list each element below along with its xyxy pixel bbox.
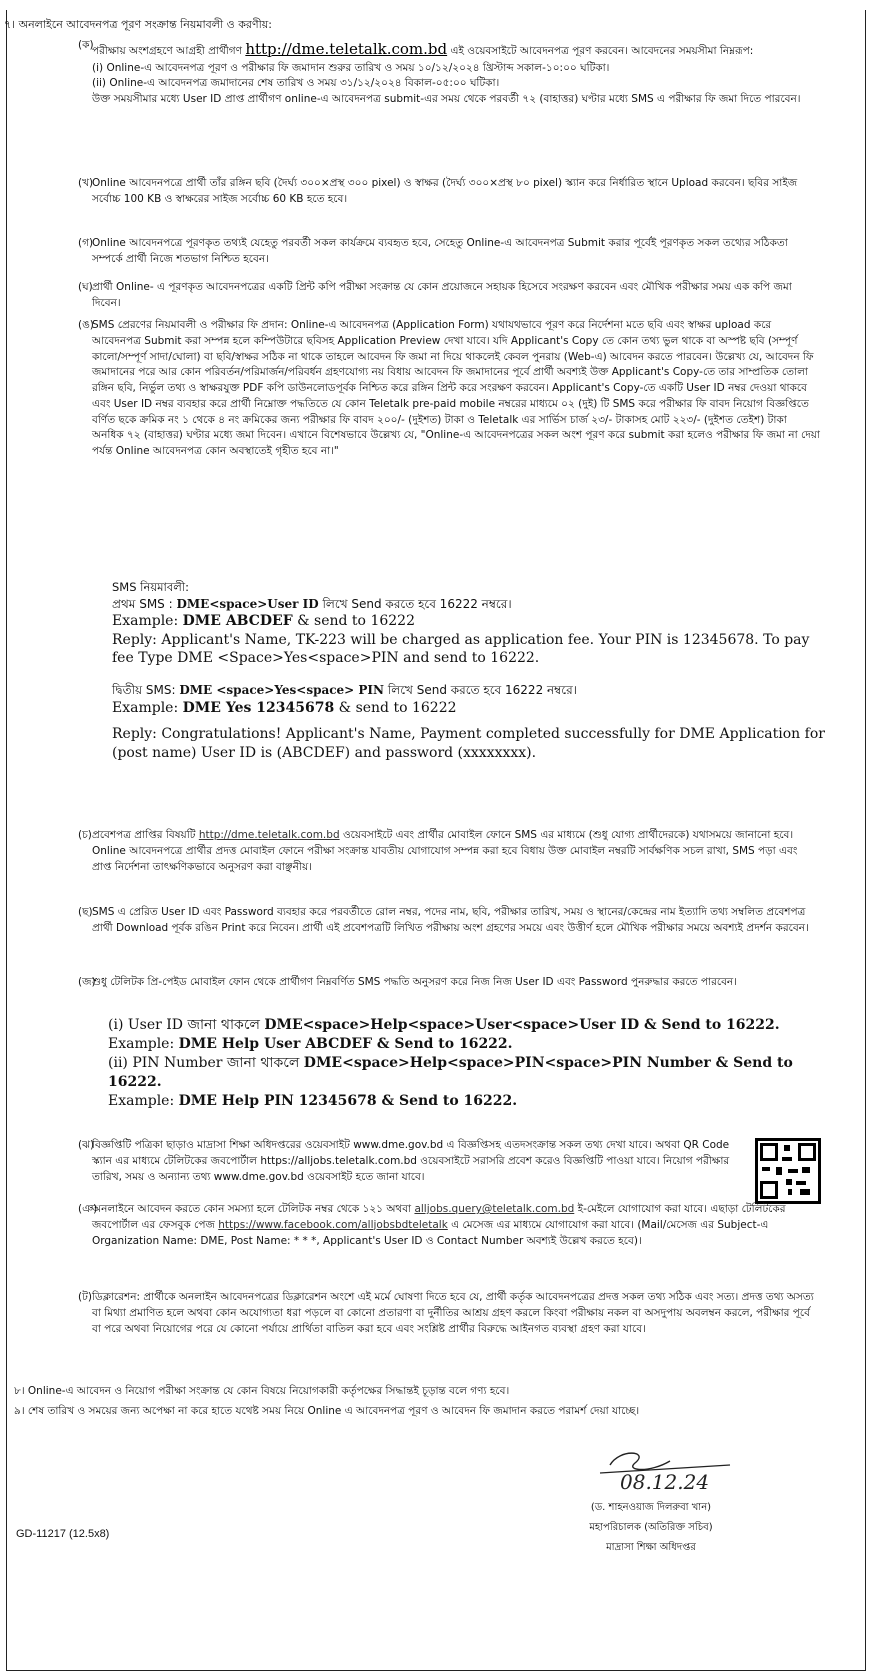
recover-label: (ii) PIN Number জানা থাকলে bbox=[108, 1054, 300, 1071]
recovery-commands bbox=[108, 1016, 828, 1110]
item-text: এ মেসেজ এর মাধ্যমে যোগাযোগ করা যাবে। (Mail/মেসেজ এর Subject-এ Organization Name: DME, Post Name: * * *, Applicant's User ID ও Contact Number অবশ্যই উল্লেখ করতে হবে)। bbox=[92, 1218, 769, 1247]
qr-code[interactable] bbox=[755, 1138, 821, 1204]
item-text: ওয়েবসাইটে এবং প্রার্থীর মোবাইল ফোনে SMS এর মাধ্যমে (শুধু যোগ্য প্রার্থীদেরকে) যথাসময়ে জানানো হবে। Online আবেদনপত্রে প্রার্থীর প্রদত্ত মোবাইল ফোনে পরীক্ষা সংক্রান্ত যাবতীয় যোগাযোগ সম্পন্ন করা হবে বিধায় উক্ত মোবাইল নম্বরটি সার্বক্ষণিক সচল রাখা, SMS পড়া এবং প্রাপ্ত নির্দেশনা তাৎক্ষণিকভাবে অনুসরণ করা বাঞ্ছনীয়। bbox=[92, 829, 798, 873]
item-label: (গ) bbox=[78, 237, 94, 249]
item-text: Online আবেদনপত্রে পূরণকৃত তথ্যই যেহেতু পরবর্তী সকল কার্যক্রমে ব্যবহৃত হবে, সেহেতু Online-এ আবেদনপত্র Submit করার পূর্বেই পূরণকৃত সকল তথ্যের সঠিকতা সম্পর্কে প্রার্থী নিজে শতভাগ নিশ্চিত হবেন। bbox=[92, 237, 788, 265]
item-chha bbox=[78, 905, 820, 937]
example-suffix: & send to 16222 bbox=[297, 612, 415, 629]
item-label: (ঞ) bbox=[78, 1203, 98, 1215]
item-text: Online আবেদনপত্রে প্রার্থী তাঁর রঙ্গিন ছবি (দৈর্ঘ্য ৩০০×প্রস্থ ৩০০ pixel) ও স্বাক্ষর (দৈর্ঘ্য ৩০০×প্রস্থ ৮০ pixel) স্ক্যান করে নির্ধারিত স্থানে Upload করবেন। ছবির সাইজ সর্বোচ্চ 100 KB ও স্বাক্ষরের সাইজ সর্বোচ্চ 60 KB হতে হবে। bbox=[92, 177, 798, 205]
item-ta bbox=[78, 1290, 820, 1337]
item-label: (ক) bbox=[78, 39, 94, 51]
publication-code: GD-11217 (12.5x8) bbox=[16, 1528, 110, 1540]
sms-second-label: দ্বিতীয় SMS: bbox=[112, 683, 176, 698]
example-command: DME ABCDEF bbox=[182, 612, 293, 629]
sms-reply: Reply: Applicant's Name, TK-223 will be charged as application fee. Your PIN is 12345678. To pay fee Type DME <Space>Yes<space>PIN and send to 16222. bbox=[112, 631, 810, 667]
recover-command: DME<space>Help<space>User<space>User ID & Send to 16222. bbox=[264, 1017, 780, 1033]
website-link[interactable]: http://dme.teletalk.com.bd bbox=[245, 40, 448, 58]
item-label: (ঝ) bbox=[78, 1139, 95, 1151]
sms-heading: SMS নিয়মাবলী: bbox=[112, 580, 189, 594]
website-link[interactable]: http://dme.teletalk.com.bd bbox=[198, 829, 340, 841]
item-label: (ট) bbox=[78, 1291, 92, 1303]
example-command: DME Help PIN 12345678 & Send to 16222. bbox=[178, 1092, 518, 1109]
item-gha bbox=[78, 280, 820, 312]
item-text: ই-মেইলে যোগাযোগ করা যাবে। এছাড়া টেলিটকের জবপোর্টাল এর ফেসবুক পেজ bbox=[92, 1203, 786, 1231]
item-label: (খ) bbox=[78, 177, 94, 189]
item-nya bbox=[78, 1202, 820, 1249]
item-ja bbox=[78, 975, 820, 991]
item-text: এই ওয়েবসাইটে আবেদনপত্র পূরণ করবেন। আবেদনের সময়সীমা নিম্নরূপ: bbox=[450, 45, 754, 57]
item-text: (i) Online-এ আবেদনপত্র পূরণ ও পরীক্ষার ফি জমাদান শুরুর তারিখ ও সময় ১০/১২/২০২৪ খ্রিস্টাব্দ সকাল-১০:০০ ঘটিকা। bbox=[92, 61, 610, 74]
item-text: প্রবেশপত্র প্রাপ্তির বিষয়টি bbox=[92, 829, 196, 841]
item-ka bbox=[78, 38, 820, 108]
item-text: SMS প্রেরণের নিয়মাবলী ও পরীক্ষার ফি প্রদান: Online-এ আবেদনপত্র (Application Form) যথাযথভাবে পূরণ করে নির্দেশনা মতে ছবি এবং স্বাক্ষর upload করে আবেদনপত্র Submit করা সম্পন্ন হলে কম্পিউটারে ছবিসহ Application Preview দেখা যাবে। যদি Applicant's Copy তে কোন তথ্য ভুল থাকে বা অস্পষ্ট ছবি (সম্পূর্ণ কালো/সম্পূর্ণ সাদা/ঘোলা) বা ছবি/স্বাক্ষর সঠিক না থাকে তাহলে আবেদন ফি জমা না দিয়ে থাকলেই কেবল পুনরায় (Web-এ) আবেদন করতে পারবেন। উল্লেখ্য যে, আবেদন ফি জমাদানের পরে আর কোন পরিবর্তন/পরিমার্জন/পরিবর্ধন গ্রহণযোগ্য নয় বিধায় আবেদন ফি জমাদানের পূর্বে প্রার্থী অবশ্যই উক্ত Applicant's Copy-তে তার সাম্প্রতিক তোলা রঙ্গিন ছবি, নির্ভুল তথ্য ও স্বাক্ষরযুক্ত PDF কপি ডাউনলোডপূর্বক নিশ্চিত করে রঙ্গিন প্রিন্ট করে সংরক্ষণ করবেন। Applicant's Copy-তে একটি User ID নম্বর দেওয়া থাকবে এবং User ID নম্বর ব্যবহার করে প্রার্থী নিম্নোক্ত পদ্ধতিতে যে কোন Teletalk pre-paid mobile নম্বরের মাধ্যমে ০২ (দুই) টি SMS করে পরীক্ষার ফি বাবদ নিয়োগ বিজ্ঞপ্তিতে বর্ণিত ছকে ক্রমিক নং ১ থেকে ৪ নং ক্রমিকের জন্য পরীক্ষার ফি বাবদ ২০০/- (দুইশত) টাকা ও Teletalk এর সার্ভিস চার্জ ২৩/- টাকাসহ মোট ২২৩/- (দুইশত তেইশ) টাকা অনধিক ৭২ (বাহাত্তর) ঘণ্টার মধ্যে জমা দিবেন। এখানে বিশেষভাবে উল্লেখ্য যে, "Online-এ আবেদনপত্রের সকল অংশ পূরণ করে submit করা হলেও পরীক্ষার ফি জমা না দেয়া পর্যন্ত Online আবেদনপত্র কোন অবস্থাতেই গৃহীত হবে না।" bbox=[92, 319, 820, 457]
signature-image bbox=[580, 1443, 750, 1498]
item-text: SMS এ প্রেরিত User ID এবং Password ব্যবহার করে পরবর্তীতে রোল নম্বর, পদের নাম, ছবি, পরীক্ষার তারিখ, সময় ও স্থানের/কেন্দ্রের নাম ইত্যাদি তথ্য সম্বলিত প্রবেশপত্র প্রার্থী Download পূর্বক রঙিন Print করে নিবেন। প্রার্থী এই প্রবেশপত্রটি লিখিত পরীক্ষায় অংশ গ্রহণের সময়ে এবং উত্তীর্ণ হলে মৌখিক পরীক্ষার সময়ে অবশ্যই প্রদর্শন করবেন। bbox=[92, 906, 809, 934]
example-label: Example: bbox=[108, 1092, 175, 1109]
signer-office: মাদ্রাসা শিক্ষা অধিদপ্তর bbox=[606, 1542, 696, 1553]
item-text: পরীক্ষায় অংশগ্রহণে আগ্রহী প্রার্থীগণ bbox=[92, 45, 242, 57]
example-label: Example: bbox=[112, 612, 179, 629]
example-command: DME Yes 12345678 bbox=[182, 699, 335, 716]
example-suffix: & send to 16222 bbox=[338, 699, 457, 716]
signature-date: 08.12.24 bbox=[620, 1470, 710, 1494]
item-ga bbox=[78, 236, 820, 268]
sms-second-command: DME <space>Yes<space> PIN bbox=[179, 683, 385, 698]
item-cha bbox=[78, 828, 820, 875]
sms-second-note: লিখে Send করতে হবে 16222 নম্বরে। bbox=[387, 683, 577, 698]
item-label: (ঙ) bbox=[78, 319, 94, 331]
item-text: ডিক্লারেশন: প্রার্থীকে অনলাইন আবেদনপত্রের ডিক্লারেশন অংশে এই মর্মে ঘোষণা দিতে হবে যে, প্রার্থী কর্তৃক আবেদনপত্রের প্রদত্ত সকল তথ্য সঠিক এবং সত্য। প্রদত্ত তথ্য অসত্য বা মিথ্যা প্রমাণিত হলে অথবা কোন অযোগ্যতা ধরা পড়লে বা কোনো প্রতারণা বা দুর্নীতির আশ্রয় গ্রহণ করলে কিংবা পরীক্ষায় নকল বা অসদুপায় অবলম্বন করলে, পরীক্ষার পূর্বে বা পরে অথবা নিয়োগের পরে যে কোনো পর্যায়ে প্রার্থিতা বাতিল করা হবে এবং সংশ্লিষ্ট প্রার্থীর বিরুদ্ধে আইনগত ব্যবস্থা গ্রহণ করা যাবে। bbox=[92, 1291, 814, 1335]
facebook-link[interactable]: https://www.facebook.com/alljobsbdteletalk bbox=[218, 1218, 448, 1231]
item-uma bbox=[78, 318, 820, 460]
signer-name: (ড. শাহনওয়াজ দিলরুবা খান) bbox=[590, 1502, 712, 1513]
item-text: প্রার্থী Online- এ পূরণকৃত আবেদনপত্রের একটি প্রিন্ট কপি পরীক্ষা সংক্রান্ত যে কোন প্রয়োজনে সহায়ক হিসেবে সংরক্ষণ করবেন এবং মৌখিক পরীক্ষার সময় এক কপি জমা দিবেন। bbox=[92, 281, 792, 309]
signer-designation: মহাপরিচালক (অতিরিক্ত সচিব) bbox=[589, 1522, 713, 1533]
item-text: উক্ত সময়সীমার মধ্যে User ID প্রাপ্ত প্রার্থীগণ online-এ আবেদনপত্র submit-এর সময় থেকে পরবর্তী ৭২ (বাহাত্তর) ঘণ্টার মধ্যে SMS এ পরীক্ষার ফি জমা দিতে পারবেন। bbox=[92, 93, 801, 105]
sms-first-command: DME<space>User ID bbox=[176, 596, 319, 611]
item-text: অনলাইনে আবেদন করতে কোন সমস্যা হলে টেলিটক নম্বর থেকে ১২১ অথবা bbox=[92, 1203, 412, 1215]
example-command: DME Help User ABCDEF & Send to 16222. bbox=[178, 1035, 513, 1052]
clause-9: ৯। শেষ তারিখ ও সময়ের জন্য অপেক্ষা না করে হাতে যথেষ্ট সময় নিয়ে Online এ আবেদনপত্র পূরণ ও আবেদন ফি জমাদান করতে পরামর্শ দেয়া যাচ্ছে। bbox=[14, 1405, 640, 1417]
example-label: Example: bbox=[108, 1035, 175, 1052]
item-label: (ছ) bbox=[78, 906, 93, 918]
item-text: (ii) Online-এ আবেদনপত্র জমাদানের শেষ তারিখ ও সময় ৩১/১২/২০২৪ বিকাল-০৫:০০ ঘটিকা। bbox=[92, 77, 500, 90]
section-heading: ৭। অনলাইনে আবেদনপত্র পূরণ সংক্রান্ত নিয়মাবলী ও করণীয়: bbox=[4, 18, 272, 31]
item-label: (চ) bbox=[78, 829, 92, 841]
item-text: বিজ্ঞপ্তিটি পত্রিকা ছাড়াও মাদ্রাসা শিক্ষা অধিদপ্তরের ওয়েবসাইট www.dme.gov.bd এ বিজ্ঞপ্তিসহ এতদসংক্রান্ত সকল তথ্য দেখা যাবে। অথবা QR Code স্ক্যান এর মাধ্যমে টেলিটকের জবপোর্টাল https://alljobs.teletalk.com.bd ওয়েবসাইটে সরাসরি প্রবেশ করেও বিজ্ঞপ্তিটি পাওয়া যাবে। নিয়োগ পরীক্ষার তারিখ, সময় ও অন্যান্য তথ্য www.dme.gov.bd ওয়েবসাইট হতে জানা যাবে। bbox=[92, 1139, 730, 1183]
recover-label: (i) User ID জানা থাকলে bbox=[108, 1017, 260, 1033]
sms-first-label: প্রথম SMS : bbox=[112, 596, 173, 611]
sms-first-note: লিখে Send করতে হবে 16222 নম্বরে। bbox=[322, 596, 512, 611]
item-kha bbox=[78, 176, 820, 208]
clause-8: ৮। Online-এ আবেদন ও নিয়োগ পরীক্ষা সংক্রান্ত যে কোন বিষয়ে নিয়োগকারী কর্তৃপক্ষের সিদ্ধান্তই চূড়ান্ত বলে গণ্য হবে। bbox=[14, 1385, 510, 1397]
example-label: Example: bbox=[112, 699, 179, 716]
recover-command: DME<space>Help<space>PIN<space>PIN Number & Send to 16222. bbox=[108, 1054, 793, 1090]
sms-rules bbox=[112, 580, 832, 763]
item-text: শুধু টেলিটক প্রি-পেইড মোবাইল ফোন থেকে প্রার্থীগণ নিম্নবর্ণিত SMS পদ্ধতি অনুসরণ করে নিজ নিজ User ID এবং Password পুনরুদ্ধার করতে পারবেন। bbox=[92, 976, 737, 988]
sms-reply: Reply: Congratulations! Applicant's Name, Payment completed successfully for DME Application for (post name) User ID is (ABCDEF) and password (xxxxxxxx). bbox=[112, 726, 825, 762]
item-label: (ঘ) bbox=[78, 281, 93, 293]
email-link[interactable]: alljobs.query@teletalk.com.bd bbox=[414, 1203, 575, 1215]
item-label: (জ) bbox=[78, 976, 96, 988]
item-jha bbox=[78, 1138, 742, 1185]
